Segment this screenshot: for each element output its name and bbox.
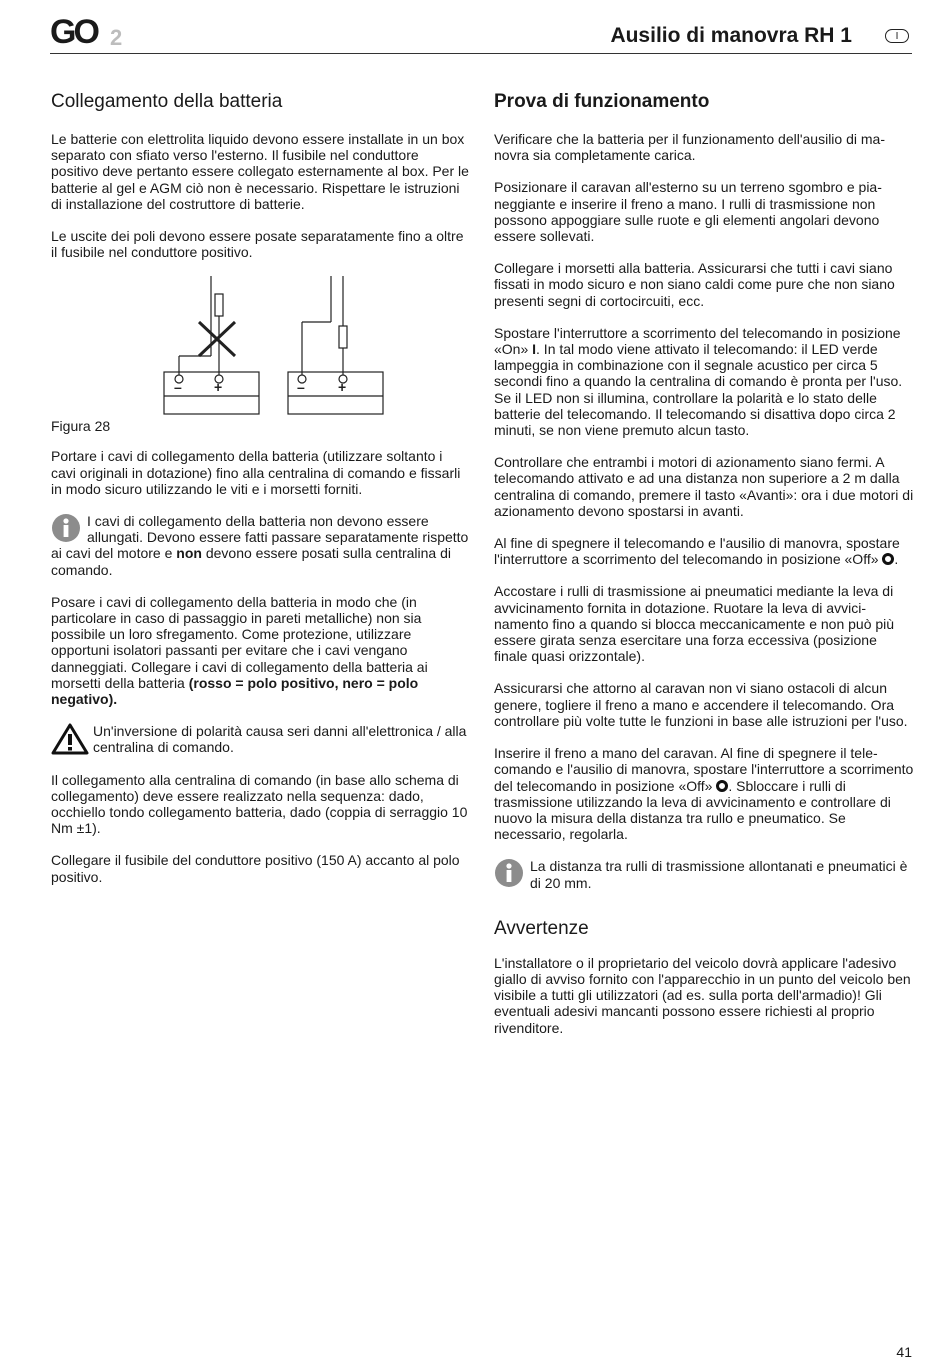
paragraph: Spostare l'interruttore a scorrimento del telecomando in posizione «On» I. In tal modo viene attivato il telecomando: il LED verde lampeggia in combinazione con il segnale acustico per circa 5 secondi fino a quando la centralina di comando è pronta per l'uso. Se il LED non si illumina, controllare la polarità e lo stato delle batterie del telecomando. Il telecomando si disattiva dopo circa 2 minuti, se non viene premuto alcun tasto. <box>494 324 903 439</box>
plus-label-right: + <box>338 379 347 396</box>
paragraph: Controllare che entrambi i motori di azionamento siano fermi. A telecomando attivato e ad una distanza non superiore a 2 m dalla centralina di comando, premere il tasto «Avanti»: ora i due motori di azionamento devono spostarsi in avanti. <box>494 454 914 519</box>
on-symbol: I <box>532 341 537 358</box>
section-heading-battery: Collegamento della batteria <box>51 91 283 112</box>
page-number: 41 <box>896 1344 912 1360</box>
paragraph: Collegare i morsetti alla batteria. Assicurarsi che tutti i cavi siano fissati in modo sicuro e non siano caldi come pure che non siano presenti segni di cortocircuiti, ecc. <box>494 260 895 309</box>
paragraph: Le batterie con elettrolita liquido devono essere installate in un box separato con sfiato verso l'esterno. Il fusibile nel conduttore positivo deve pertanto essere collegato esternamente al box. Per le batterie al gel e AGM ciò non è necessario. Rispettare le istruzioni di installazione del costruttore di batterie. <box>51 131 469 212</box>
left-column <box>51 90 469 901</box>
figure-28 <box>51 276 469 435</box>
warning-note: Un'inversione di polarità causa seri danni all'elettronica / alla centralina di comando. <box>51 723 469 755</box>
language-badge: I <box>885 29 909 43</box>
paragraph: Posizionare il caravan all'esterno su un terreno sgombro e pianeggiante e inserire il freno a mano. I rulli di trasmissione non possono appoggiare sulle ruote e gli elementi angolari devono essere sollevati. <box>494 179 882 245</box>
paragraph: Posare i cavi di collegamento della batteria in modo che (in particolare in caso di passaggio in pareti metalliche) non sia possibile un loro sfregamento. Come protezione, utilizzare opportuni isolatori passanti per evitare che i cavi vengano danneggiati. Collegare i cavi di collegamento della batteria ai morsetti della batteria (rosso = polo positivo, nero = polo negativo). <box>51 593 428 708</box>
paragraph: Collegare il fusibile del conduttore positivo (150 A) accanto al polo positivo. <box>51 852 460 885</box>
logo-text-go: GO <box>50 16 97 48</box>
paragraph: Al fine di spegnere il telecomando e l'ausilio di manovra, spostare l'interruttore a scorrimento del telecomando in posizione «Off» . <box>494 535 900 568</box>
battery-wiring-diagram <box>51 276 469 435</box>
header-divider <box>50 53 912 54</box>
minus-label-left: – <box>174 379 182 396</box>
warning-icon <box>51 723 89 755</box>
info-note: La distanza tra rulli di trasmissione allontanati e pneumatici è di 20 mm. <box>494 858 914 890</box>
paragraph: Il collegamento alla centralina di comando (in base allo schema di collegamento) deve essere realizzato nella sequenza: dado, occhiello tondo collegamento batteria, dado (coppia di serraggio 10 Nm ±1). <box>51 771 468 837</box>
minus-label-right: – <box>297 379 305 396</box>
plus-label-left: + <box>214 379 223 396</box>
paragraph: Assicurarsi che attorno al caravan non vi siano ostacoli di alcun genere, togliere il freno a mano e accendere il telecomando. Ora controllare più volte tutte le funzioni in base alle istruzioni per l'uso. <box>494 680 908 729</box>
page-title: Ausilio di manovra RH 1 <box>610 24 852 47</box>
info-icon <box>51 513 81 543</box>
paragraph: L'installatore o il proprietario del veicolo dovrà applicare l'adesivo giallo di avviso fornito con l'apparecchio in un punto del veicolo ben visibile a tutti gli utilizzatori (ad es. sulla porta dell'armadio)! Gli eventuali adesivi mancanti possono essere richiesti al proprio rivenditore. <box>494 954 911 1036</box>
go2-logo <box>50 16 130 48</box>
paragraph: Inserire il freno a mano del caravan. Al fine di spegnere il telecomando e l'ausilio di manovra, spostare l'interruttore a scorrimento del telecomando in posizione «Off» . Sbloccare i rulli di trasmissione utilizzando la leva di avvicinamento e controllare di nuovo la misura della distanza tra rullo e pneumatico. Se necessario, regolarla. <box>494 745 914 843</box>
paragraph: Le uscite dei poli devono essere posate separatamente fino a oltre il fusibile nel conduttore positivo. <box>51 228 464 261</box>
paragraph: Verificare che la batteria per il funzionamento dell'ausilio di manovra sia completamente carica. <box>494 131 885 164</box>
paragraph: Accostare i rulli di trasmissione ai pneumatici mediante la leva di avvicinamento fornita in dotazione. Ruotare la leva di avvicinamento fino a quando si blocca meccanicamente e non può più essere girata senza esercitare una forza eccessiva (posizione finale quasi orizzontale). <box>494 583 895 665</box>
paragraph: Portare i cavi di collegamento della batteria (utilizzare soltanto i cavi originali in dotazione) fino alla centralina di comando e fissarli in modo sicuro utilizzando le viti e i morsetti forniti. <box>51 448 461 497</box>
info-note: I cavi di collegamento della batteria non devono essere allungati. Devono essere fatti passare separatamente rispetto ai cavi del motore e non devono essere posati sulla centralina di comando. <box>51 513 469 578</box>
off-symbol-icon <box>716 780 728 792</box>
info-icon <box>494 858 524 888</box>
section-heading-function-test: Prova di funzionamento <box>494 91 710 112</box>
off-symbol-icon <box>882 553 894 565</box>
right-column <box>494 90 914 1052</box>
section-heading-warnings: Avvertenze <box>494 917 589 939</box>
logo-text-2: 2 <box>110 25 123 48</box>
figure-caption: Figura 28 <box>51 418 111 435</box>
